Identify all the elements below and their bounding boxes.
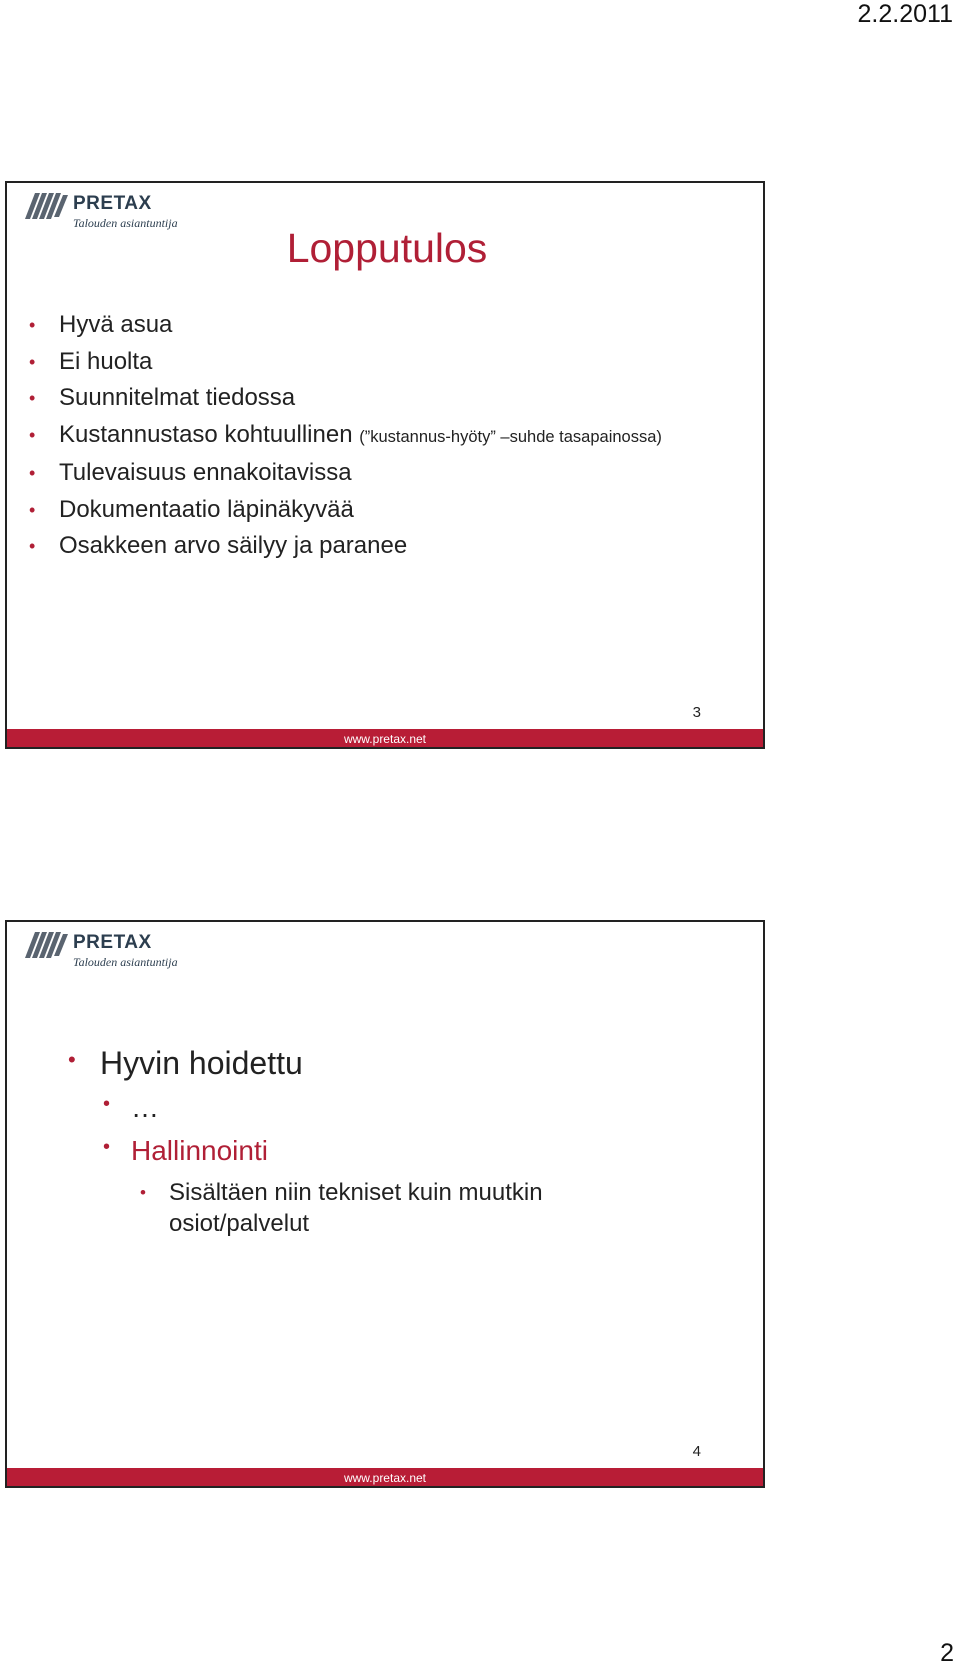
slide-number: 4 (692, 1443, 701, 1460)
bullet-note: (”kustannus-hyöty” –suhde tasapainossa) (359, 427, 662, 446)
list-item (107, 1135, 268, 1167)
slide-3 (5, 181, 765, 749)
logo-name: PRETAX (73, 932, 152, 953)
pretax-logo (21, 928, 221, 978)
list-item (72, 1045, 303, 1082)
pretax-logo-mark-icon (21, 189, 71, 223)
list-item (27, 528, 662, 565)
list-item (27, 307, 662, 344)
bullet-text: Hyvin hoidettu (100, 1045, 303, 1081)
list-item (27, 492, 662, 529)
bullet-list (27, 307, 662, 565)
logo-tagline: Talouden asiantuntija (73, 216, 178, 230)
list-item (144, 1177, 564, 1239)
bullet-text: Ei huolta (59, 347, 153, 375)
slide-footer (7, 729, 763, 747)
bullet-text: • Sisältäen niin tekniset kuin muutkin osiot/palvelut (169, 1179, 543, 1237)
footer-url: www.pretax.net (343, 1471, 427, 1485)
slide-4 (5, 920, 765, 1488)
bullet-text: Hallinnointi (131, 1135, 268, 1166)
list-item (27, 455, 662, 492)
list-item (107, 1092, 159, 1124)
logo-tagline: Talouden asiantuntija (73, 955, 178, 969)
bullet-text: Osakkeen arvo säilyy ja paranee (59, 532, 408, 559)
bullet-text: Hyvä asua (59, 311, 173, 338)
bullet-text: Tulevaisuus ennakoitavissa (59, 459, 352, 486)
slide-footer (7, 1468, 763, 1486)
list-item (27, 417, 662, 456)
bullet-text: Kustannustaso kohtuullinen (59, 420, 353, 448)
pretax-logo-mark-icon (21, 928, 71, 962)
list-item (27, 344, 662, 381)
bullet-text: Suunnitelmat tiedossa (59, 384, 296, 411)
page-number: 2 (940, 1639, 954, 1667)
slide-title: Lopputulos (286, 225, 488, 271)
page-date: 2.2.2011 (857, 0, 953, 28)
bullet-text: … (131, 1092, 159, 1123)
bullet-text: Dokumentaatio läpinäkyvää (59, 495, 354, 523)
logo-name: PRETAX (73, 193, 152, 214)
slide-number: 3 (692, 704, 701, 721)
footer-url: www.pretax.net (343, 732, 427, 746)
list-item (27, 380, 662, 417)
